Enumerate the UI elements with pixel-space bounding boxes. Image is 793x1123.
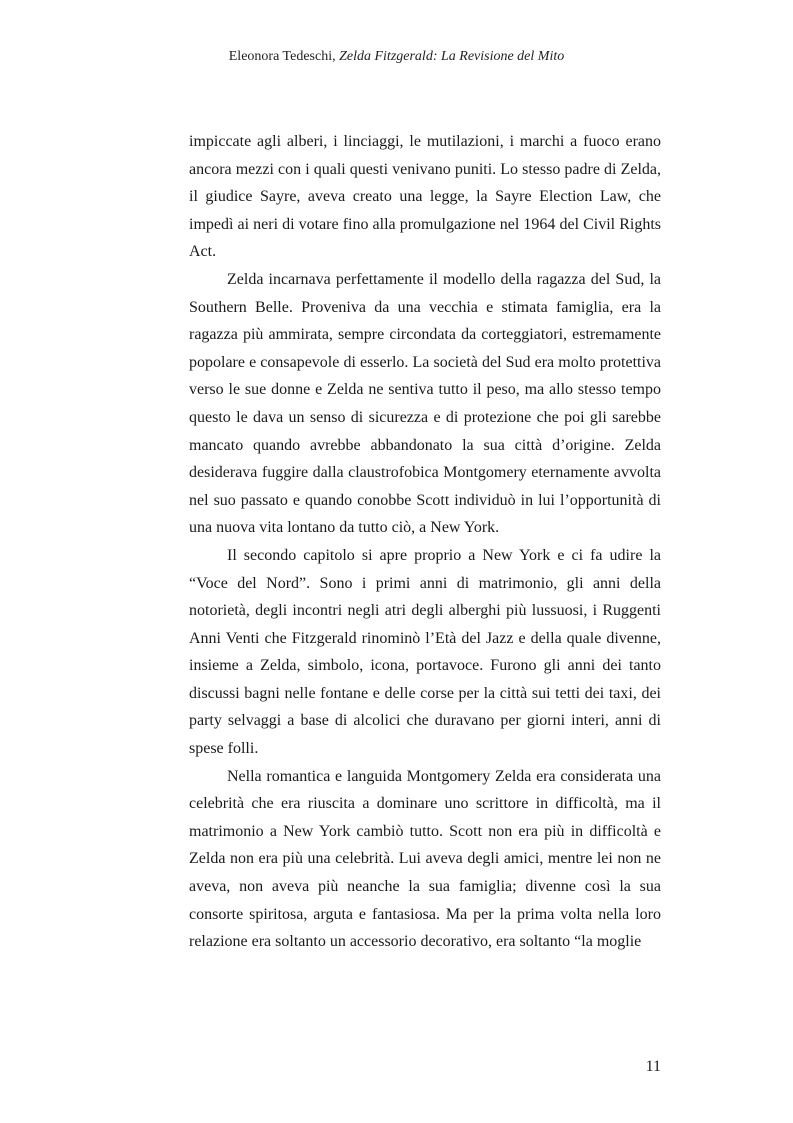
page-number: 11: [645, 1058, 661, 1075]
paragraph-2: Zelda incarnava perfettamente il modello della ragazza del Sud, la Southern Belle. Proveniva da una vecchia e stimata famiglia, era la ragazza più ammirata, sempre circondata da corteggiatori, estremamente popolare e consapevole di esserlo. La società del Sud era molto protettiva verso le sue donne e Zelda ne sentiva tutto il peso, ma allo stesso tempo questo le dava un senso di sicurezza e di protezione che poi gli sarebbe mancato quando avrebbe abbandonato la sua città d’origine. Zelda desiderava fuggire dalla claustrofobica Montgomery eternamente avvolta nel suo passato e quando conobbe Scott individuò in lui l’opportunità di una nuova vita lontano da tutto ciò, a New York.: [189, 270, 661, 537]
header-author: Eleonora Tedeschi,: [228, 49, 340, 64]
body-text: [189, 128, 661, 956]
header-title: Zelda Fitzgerald: La Revisione del Mito: [339, 49, 565, 64]
paragraph-3: Il secondo capitolo si apre proprio a New York e ci fa udire la “Voce del Nord”. Sono i primi anni di matrimonio, gli anni della notorietà, degli incontri negli atri degli alberghi più lussuosi, i Ruggenti Anni Venti che Fitzgerald rinominò l’Età del Jazz e della quale divenne, insieme a Zelda, simbolo, icona, portavoce. Furono gli anni dei tanto discussi bagni nelle fontane e delle corse per la città sui tetti dei taxi, dei party selvaggi a base di alcolici che duravano per giorni interi, anni di spese folli.: [189, 546, 661, 758]
running-header: [0, 48, 793, 66]
paragraph-4: Nella romantica e languida Montgomery Zelda era considerata una celebrità che era riuscita a dominare uno scrittore in difficoltà, ma il matrimonio a New York cambiò tutto. Scott non era più in difficoltà e Zelda non era più una celebrità. Lui aveva degli amici, mentre lei non ne aveva, non aveva più neanche la sua famiglia; divenne così la sua consorte spiritosa, arguta e fantasiosa. Ma per la prima volta nella loro relazione era soltanto un accessorio decorativo, era soltanto “la moglie: [189, 767, 661, 951]
paragraph-1: impiccate agli alberi, i linciaggi, le mutilazioni, i marchi a fuoco erano ancora mezzi con i quali questi venivano puniti. Lo stesso padre di Zelda, il giudice Sayre, aveva creato una legge, la Sayre Election Law, che impedì ai neri di votare fino alla promulgazione nel 1964 del Civil Rights Act.: [189, 133, 661, 261]
